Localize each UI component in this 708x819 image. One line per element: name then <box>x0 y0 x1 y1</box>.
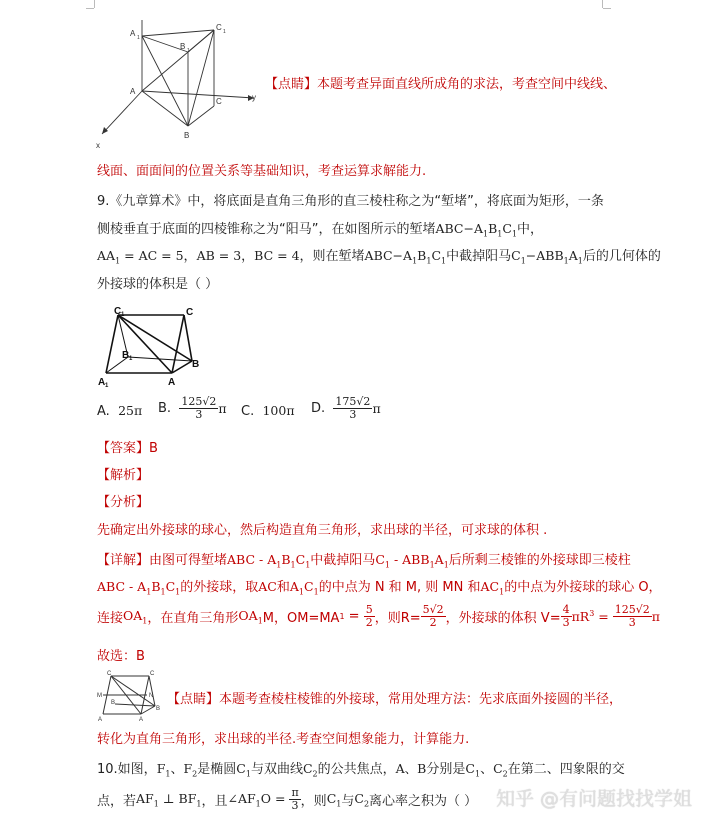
svg-text:B: B <box>111 700 116 706</box>
q9-line3: $AA_1$ = AC = 5，AB = 3，BC = 4，则在堑堵$ABC-A_1B_1C_1$中截掉阳马$C_1-ABB_1A_1$后的几何体的 <box>97 248 661 266</box>
tip2-line: 【点睛】本题考查棱柱棱锥的外接球，常用处理方法：先求底面外接圆的半径， <box>167 692 623 707</box>
answer: 【答案】B <box>97 441 158 456</box>
watermark: 知乎 @有问题找找学姐 <box>495 788 692 810</box>
label-B: B <box>184 131 190 140</box>
svg-text:1: 1 <box>121 312 125 318</box>
q9-line4: 外接球的体积是（ ） <box>97 277 219 292</box>
jiexi: 【解析】 <box>97 468 150 483</box>
svg-text:B: B <box>122 350 130 361</box>
svg-text:C: C <box>150 671 155 677</box>
corner-mark-right-h <box>603 8 611 9</box>
svg-text:1: 1 <box>105 383 109 387</box>
q9-line2: 侧棱垂直于底面的四棱锥称之为“阳马”，在如图所示的堑堵$ABC-A_1B_1C_1$中， <box>97 221 544 239</box>
corner-mark-left <box>94 0 95 8</box>
tip2-cont: 转化为直角三角形，求出球的半径.考查空间想象能力，计算能力. <box>97 732 470 747</box>
svg-text:C: C <box>107 671 112 677</box>
analysis: 先确定出外接球的球心，然后构造直角三角形，求出球的半径，可求球的体积 . <box>97 523 548 538</box>
tip1-cont: 线面、面面间的位置关系等基础知识，考查运算求解能力. <box>97 164 427 179</box>
q10-line1: 10.如图，$F_1$、$F_2$是椭圆$C_1$与双曲线$C_2$的公共焦点，A、B分别是$C_1$、$C_2$在第二、四象限的交 <box>97 761 625 779</box>
svg-text:B: B <box>156 706 161 712</box>
option-d: D. $\frac{175√2}{3}$ π <box>311 395 381 421</box>
svg-text:1: 1 <box>187 48 190 54</box>
label-A1: A <box>130 29 136 38</box>
corner-mark-right <box>602 0 603 8</box>
svg-text:C: C <box>186 307 194 318</box>
label-C1: C <box>216 23 222 32</box>
corner-mark-left-h <box>86 8 94 9</box>
detail-line3: 连接$OA_1$，在直角三角形$OA_1M$，OM=MA1 = $\frac{5}{2}$ ，则R= $\frac{5√2}{2}$ ，外接球的体积 V= $\frac{4}{3}$ $\pi R^3$ = $\frac{125√2}{3}$ π <box>97 603 660 629</box>
svg-text:N: N <box>149 693 154 699</box>
q9-line1: 9.《九章算术》中，将底面是直角三角形的直三棱柱称之为“堑堵”，将底面为矩形，一条 <box>97 194 604 209</box>
svg-text:A: A <box>98 717 103 722</box>
svg-text:1: 1 <box>129 356 133 362</box>
label-y: y <box>252 93 256 102</box>
label-A: A <box>130 87 136 96</box>
label-C: C <box>216 97 222 106</box>
detail-line1: 【详解】由图可得堑堵ABC - $A_1B_1C_1$中截掉阳马$C_1 - ABB_1A_1$后所剩三棱锥的外接球即三棱柱 <box>97 552 631 570</box>
svg-text:M: M <box>97 693 102 699</box>
q10-line2: 点，若$AF_1$ ⊥ $BF_1$，且$\angle AF_1O$ = $\frac{\pi}{3}$ ，则$C_1$与$C_2$离心率之积为（ ） <box>97 786 478 812</box>
tip1-line: 【点睛】本题考查异面直线所成角的求法，考查空间中线线、 <box>265 77 617 92</box>
svg-text:A: A <box>139 717 144 722</box>
fenxi: 【分析】 <box>97 495 150 510</box>
label-B1: B <box>180 42 186 51</box>
label-x: x <box>96 141 100 150</box>
figure-tip-prism <box>97 670 163 722</box>
svg-text:A: A <box>98 377 106 387</box>
svg-text:B: B <box>192 359 200 370</box>
option-b: B. $\frac{125√2}{3}$ π <box>158 395 227 421</box>
figure-qiandu-prism <box>96 305 208 387</box>
svg-text:C: C <box>114 306 122 317</box>
svg-text:1: 1 <box>137 35 140 41</box>
svg-text:A: A <box>168 377 176 387</box>
options-row: A. 25π <box>97 403 143 419</box>
detail-line2: ABC - $A_1B_1C_1$的外接球，取AC和$A_1C_1$的中点为 N 和 M, 则 MN 和$AC_1$的中点为外接球的球心 O， <box>97 579 662 597</box>
choose: 故选：B <box>97 649 145 664</box>
svg-text:1: 1 <box>223 29 226 35</box>
option-c: C. 100π <box>241 403 295 419</box>
figure-prism-coordinates <box>92 14 272 154</box>
